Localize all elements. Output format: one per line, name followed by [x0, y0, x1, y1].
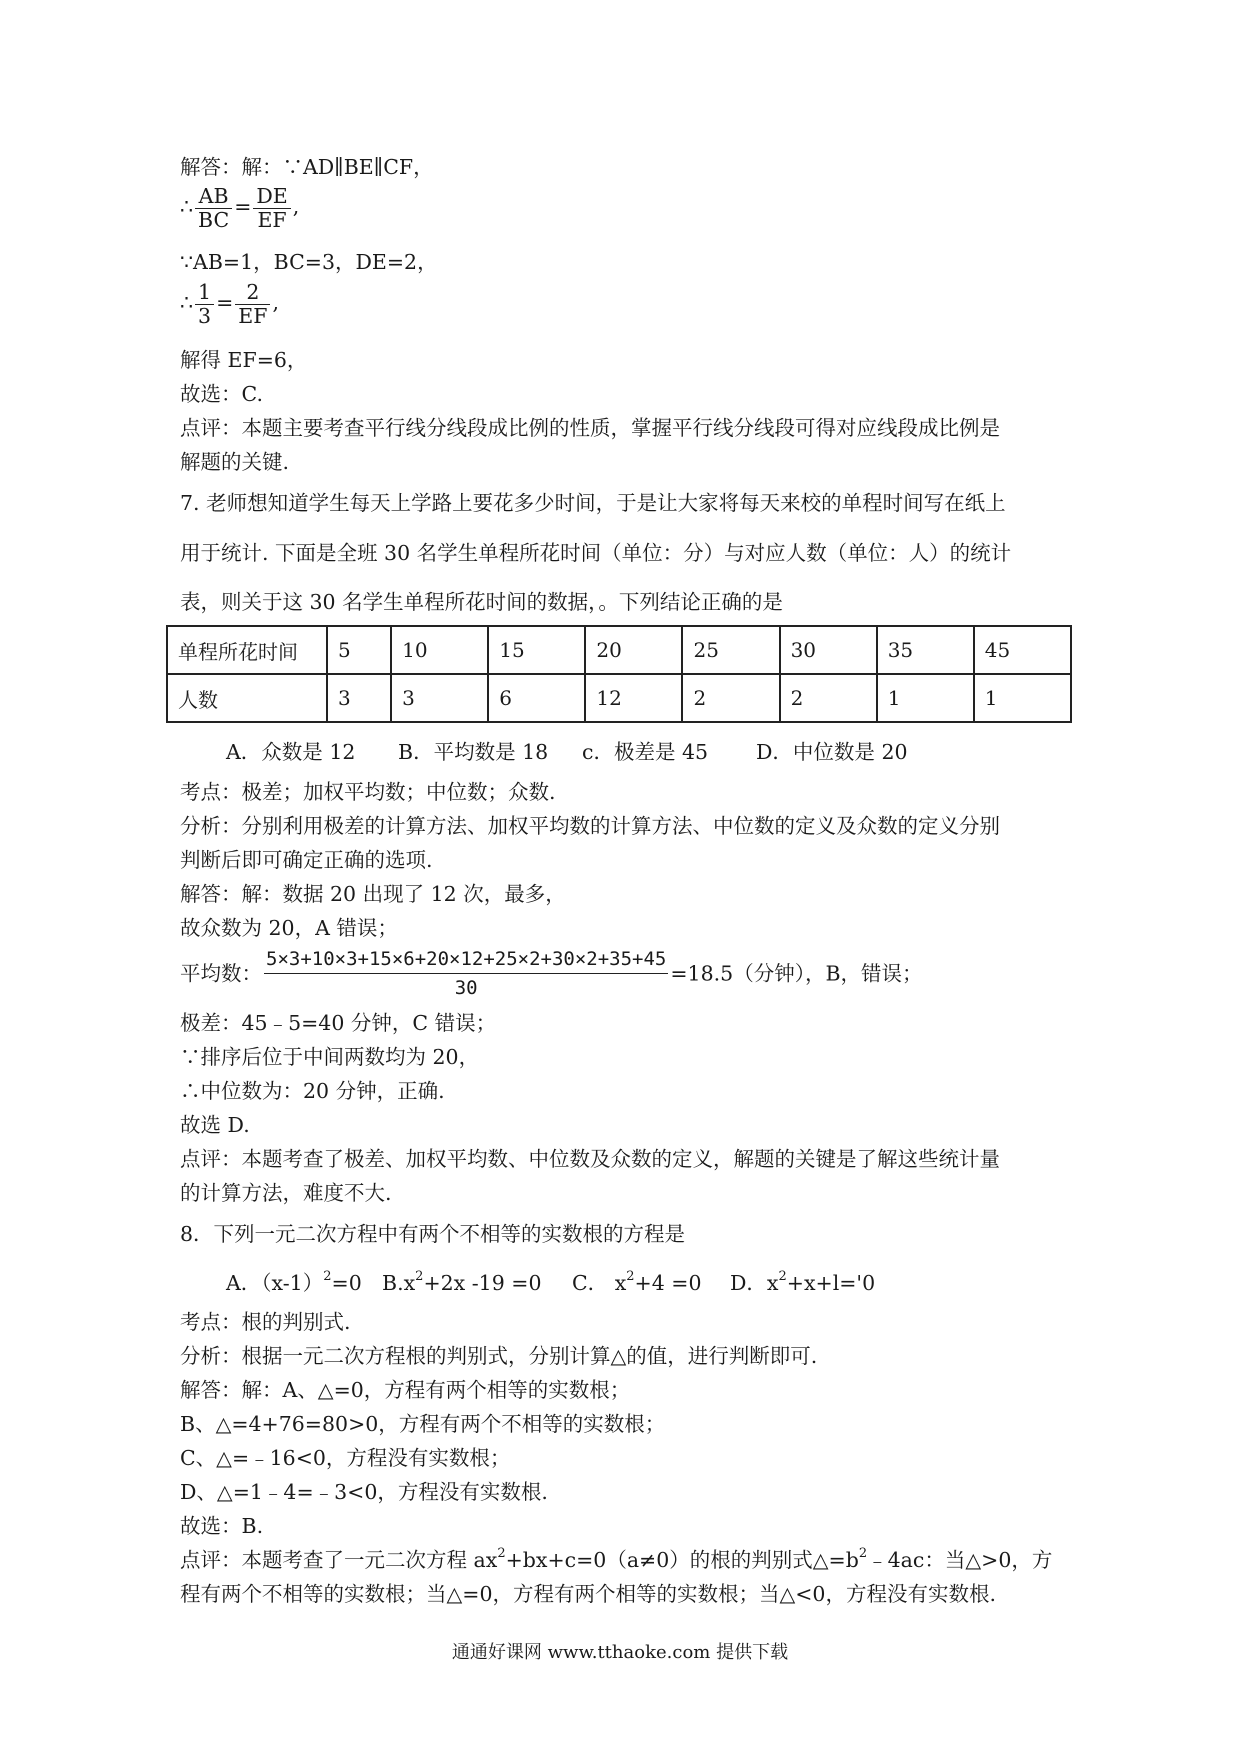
- option-c: C． $x^2+4 =0$: [572, 1269, 702, 1295]
- table-cell: 15: [488, 626, 585, 674]
- table-cell: 30: [780, 626, 877, 674]
- table-cell: 12: [585, 674, 682, 722]
- option-c: c．极差是 45: [582, 740, 709, 764]
- fraction-2-ef: $\frac{2}{EF}$: [235, 281, 270, 327]
- table-cell: 25: [682, 626, 779, 674]
- page-footer: 通通好课网 www.tthaoke.com 提供下载: [451, 1642, 789, 1663]
- q7-options: [226, 737, 908, 767]
- q6-answer-line: 解答：解：∵AD∥BE∥CF，: [180, 155, 434, 179]
- table-cell: 5: [327, 626, 391, 674]
- q8-answer-a: 解答：解：A、△=0，方程有两个相等的实数根；: [180, 1378, 631, 1402]
- q7-stem-line2: 用于统计. 下面是全班 30 名学生单程所花时间（单位：分）与对应人数（单位：人）的统计: [180, 541, 1012, 565]
- mean-fraction: $\frac{5\times 3+10\times 3+15\times 6+20\times 12+25\times 2+30\times 2+35+45}{30}$: [266, 948, 667, 999]
- q7-comment-line1: 点评：本题考查了极差、加权平均数、中位数及众数的定义，解题的关键是了解这些统计量: [180, 1147, 1000, 1171]
- fraction-1-3: $\frac{1}{3}$: [195, 281, 214, 327]
- q7-kaodian: 考点：极差；加权平均数；中位数；众数.: [180, 780, 556, 804]
- option-a: A．众数是 12: [226, 740, 356, 764]
- q7-median-line1: ∵排序后位于中间两数均为 20，: [180, 1045, 480, 1069]
- option-d: D．中位数是 20: [756, 740, 908, 764]
- q8-choice: 故选：B.: [180, 1514, 264, 1538]
- q7-range-line: 极差：45﹣5=40 分钟，C 错误；: [180, 1011, 497, 1035]
- table-cell: 3: [391, 674, 488, 722]
- q8-comment-line1: 点评：本题考查了一元二次方程 $ax^2+bx+c=0(a\ne 0)$的根的判别式$\triangle=b^2﹣4ac$：当△>0，方: [180, 1546, 1053, 1572]
- q7-analysis-line2: 判断后即可确定正确的选项.: [180, 848, 433, 872]
- q8-comment-line2: 程有两个不相等的实数根；当△=0，方程有两个相等的实数根；当△<0，方程没有实数根.: [180, 1582, 996, 1606]
- table-cell: 2: [780, 674, 877, 722]
- q8-answer-c: C、△=﹣16<0，方程没有实数根；: [180, 1446, 511, 1470]
- q8-analysis: 分析：根据一元二次方程根的判别式，分别计算△的值，进行判断即可.: [180, 1344, 818, 1368]
- q6-comment-line2: 解题的关键.: [180, 450, 290, 474]
- table-cell: 45: [974, 626, 1071, 674]
- table-cell: 1: [974, 674, 1071, 722]
- table-cell: 1: [877, 674, 974, 722]
- table-header-cell: 人数: [167, 674, 327, 722]
- q7-comment-line2: 的计算方法，难度不大.: [180, 1181, 392, 1205]
- q7-analysis-line1: 分析：分别利用极差的计算方法、加权平均数的计算方法、中位数的定义及众数的定义分别: [180, 814, 1000, 838]
- fraction-ab-bc: $\frac{AB}{BC}$: [195, 185, 232, 231]
- q7-statistics-table: [166, 625, 1072, 723]
- q8-answer-d: D、△=1﹣4=﹣3<0，方程没有实数根.: [180, 1480, 548, 1504]
- q6-ratio-equation: ∴ $\frac{AB}{BC}$ = $\frac{DE}{EF}$ ,: [180, 184, 300, 232]
- q6-solve: 解得 EF=6，: [180, 348, 308, 372]
- fraction-de-ef: $\frac{DE}{EF}$: [253, 185, 290, 231]
- option-a: A．$(x-1)^2=0$: [226, 1269, 362, 1295]
- table-cell: 35: [877, 626, 974, 674]
- table-cell: 6: [488, 674, 585, 722]
- q7-mean-formula: 平均数： $\frac{5\times 3+10\times 3+15\times 6+20\times 12+25\times 2+30\times 2+35+45}{30}$ =18.5（分钟），B，错误；: [180, 948, 923, 999]
- q7-stem-line3: 表，则关于这 30 名学生单程所花时间的数据，。下列结论正确的是: [180, 590, 783, 614]
- option-b: $B.x^2+2x$ -19 =0: [382, 1269, 542, 1295]
- q6-comment-line1: 点评：本题主要考查平行线分线段成比例的性质，掌握平行线分线段可得对应线段成比例是: [180, 416, 1000, 440]
- table-cell: 20: [585, 626, 682, 674]
- q6-substituted-equation: ∴ $\frac{1}{3}$ = $\frac{2}{EF}$ ,: [180, 280, 280, 328]
- therefore-symbol: ∴: [180, 194, 194, 219]
- table-cell: 10: [391, 626, 488, 674]
- q8-options: [226, 1268, 875, 1298]
- q7-answer-line1: 解答：解：数据 20 出现了 12 次，最多，: [180, 882, 566, 906]
- table-row: [167, 626, 1071, 674]
- table-cell: 2: [682, 674, 779, 722]
- table-header-cell: 单程所花时间: [167, 626, 327, 674]
- therefore-symbol: ∴: [180, 290, 194, 315]
- q6-given: ∵AB=1，BC=3，DE=2，: [180, 250, 438, 274]
- table-cell: 3: [327, 674, 391, 722]
- q7-median-line2: ∴中位数为：20 分钟，正确.: [180, 1079, 445, 1103]
- q8-kaodian: 考点：根的判别式.: [180, 1310, 351, 1334]
- q8-answer-b: B、△=4+76=80>0，方程有两个不相等的实数根；: [180, 1412, 666, 1436]
- q7-stem-line1: 7. 老师想知道学生每天上学路上要花多少时间，于是让大家将每天来校的单程时间写在纸上: [180, 491, 1006, 515]
- q7-answer-line2: 故众数为 20，A 错误；: [180, 916, 398, 940]
- q7-choice: 故选 D.: [180, 1113, 250, 1137]
- q6-choice: 故选：C.: [180, 382, 263, 406]
- table-row: [167, 674, 1071, 722]
- option-d: D．$x^2+x+l='0$: [730, 1269, 876, 1295]
- q8-stem: 8．下列一元二次方程中有两个不相等的实数根的方程是: [180, 1222, 686, 1246]
- option-b: B．平均数是 18: [398, 740, 549, 764]
